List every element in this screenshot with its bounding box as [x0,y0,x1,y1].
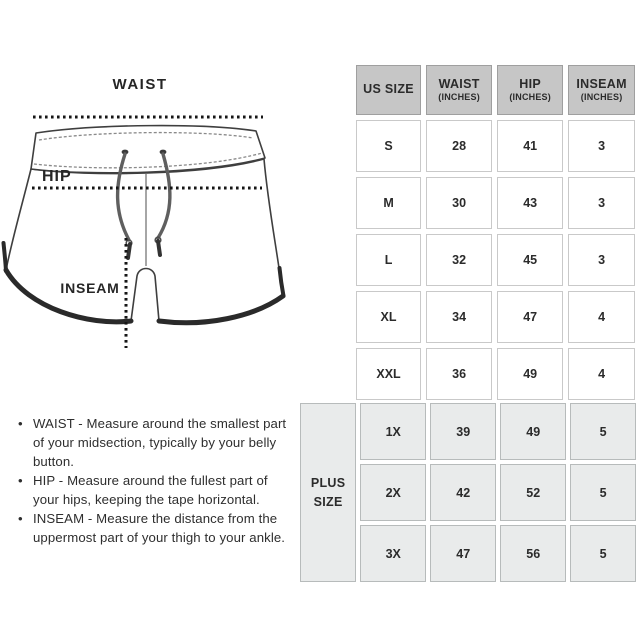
inseam-cell: 3 [568,120,635,172]
notes-list [16,414,294,547]
hip-cell: 52 [500,464,566,521]
hip-cell: 43 [497,177,563,229]
header-sub-label: (INCHES) [580,92,623,103]
header-cell-hip [497,65,563,115]
size-cell: S [356,120,421,172]
note-inseam: • INSEAM - Measure the distance from the uppermost part of your thigh to your ankle. [16,509,294,547]
header-sub-label: (INCHES) [438,92,480,103]
header-label: US SIZE [363,82,414,97]
hip-cell: 49 [497,348,563,400]
inseam-cell: 5 [570,464,636,521]
size-cell: 3X [360,525,426,582]
hip-cell: 56 [500,525,566,582]
header-label: INSEAM [576,76,627,91]
inseam-label: INSEAM [60,280,120,296]
hip-cell: 49 [500,403,566,460]
size-cell: M [356,177,421,229]
hip-cell: 45 [497,234,563,286]
inseam-cell: 5 [570,525,636,582]
right-cord-aglet [158,241,160,255]
hip-cell: 41 [497,120,563,172]
header-cell-us-size [356,65,421,115]
left-side-vent [4,243,7,271]
size-cell: L [356,234,421,286]
size-row-xxl [356,348,635,400]
hip-cell: 47 [497,291,563,343]
note-waist: • WAIST - Measure around the smallest part of your midsection, typically by your belly button. [16,414,294,471]
size-cell: XXL [356,348,421,400]
waist-cell: 30 [426,177,492,229]
waist-label: WAIST [112,76,168,93]
size-cell: 1X [360,403,426,460]
header-label: WAIST [438,76,480,91]
header-cell-inseam [568,65,635,115]
waist-cell: 36 [426,348,492,400]
note-hip: • HIP - Measure around the fullest part of your hips, keeping the tape horizontal. [16,471,294,509]
inseam-cell: 3 [568,177,635,229]
header-label: HIP [519,76,542,91]
measurement-notes [16,414,294,547]
inseam-cell: 5 [570,403,636,460]
waist-cell: 28 [426,120,492,172]
plus-size-label-cell: PLUS SIZE [300,403,356,582]
size-row-xl [356,291,635,343]
inseam-cell: 4 [568,348,635,400]
waist-cell: 47 [430,525,496,582]
waist-cell: 32 [426,234,492,286]
size-row-l [356,234,635,286]
size-table [351,60,640,405]
size-table-header [356,65,635,115]
size-row-s [356,120,635,172]
header-row [356,65,635,115]
plus-row-1x [300,403,636,460]
waist-cell: 39 [430,403,496,460]
plus-size-table [296,399,640,586]
header-sub-label: (INCHES) [509,92,551,103]
header-cell-waist [426,65,492,115]
waistband [31,126,265,173]
hip-label: HIP [42,168,72,185]
size-cell: XL [356,291,421,343]
waist-cell: 34 [426,291,492,343]
left-cord-aglet [128,244,130,258]
size-row-m [356,177,635,229]
size-cell: 2X [360,464,426,521]
waist-cell: 42 [430,464,496,521]
inseam-cell: 3 [568,234,635,286]
inseam-cell: 4 [568,291,635,343]
shorts-diagram [0,55,300,365]
